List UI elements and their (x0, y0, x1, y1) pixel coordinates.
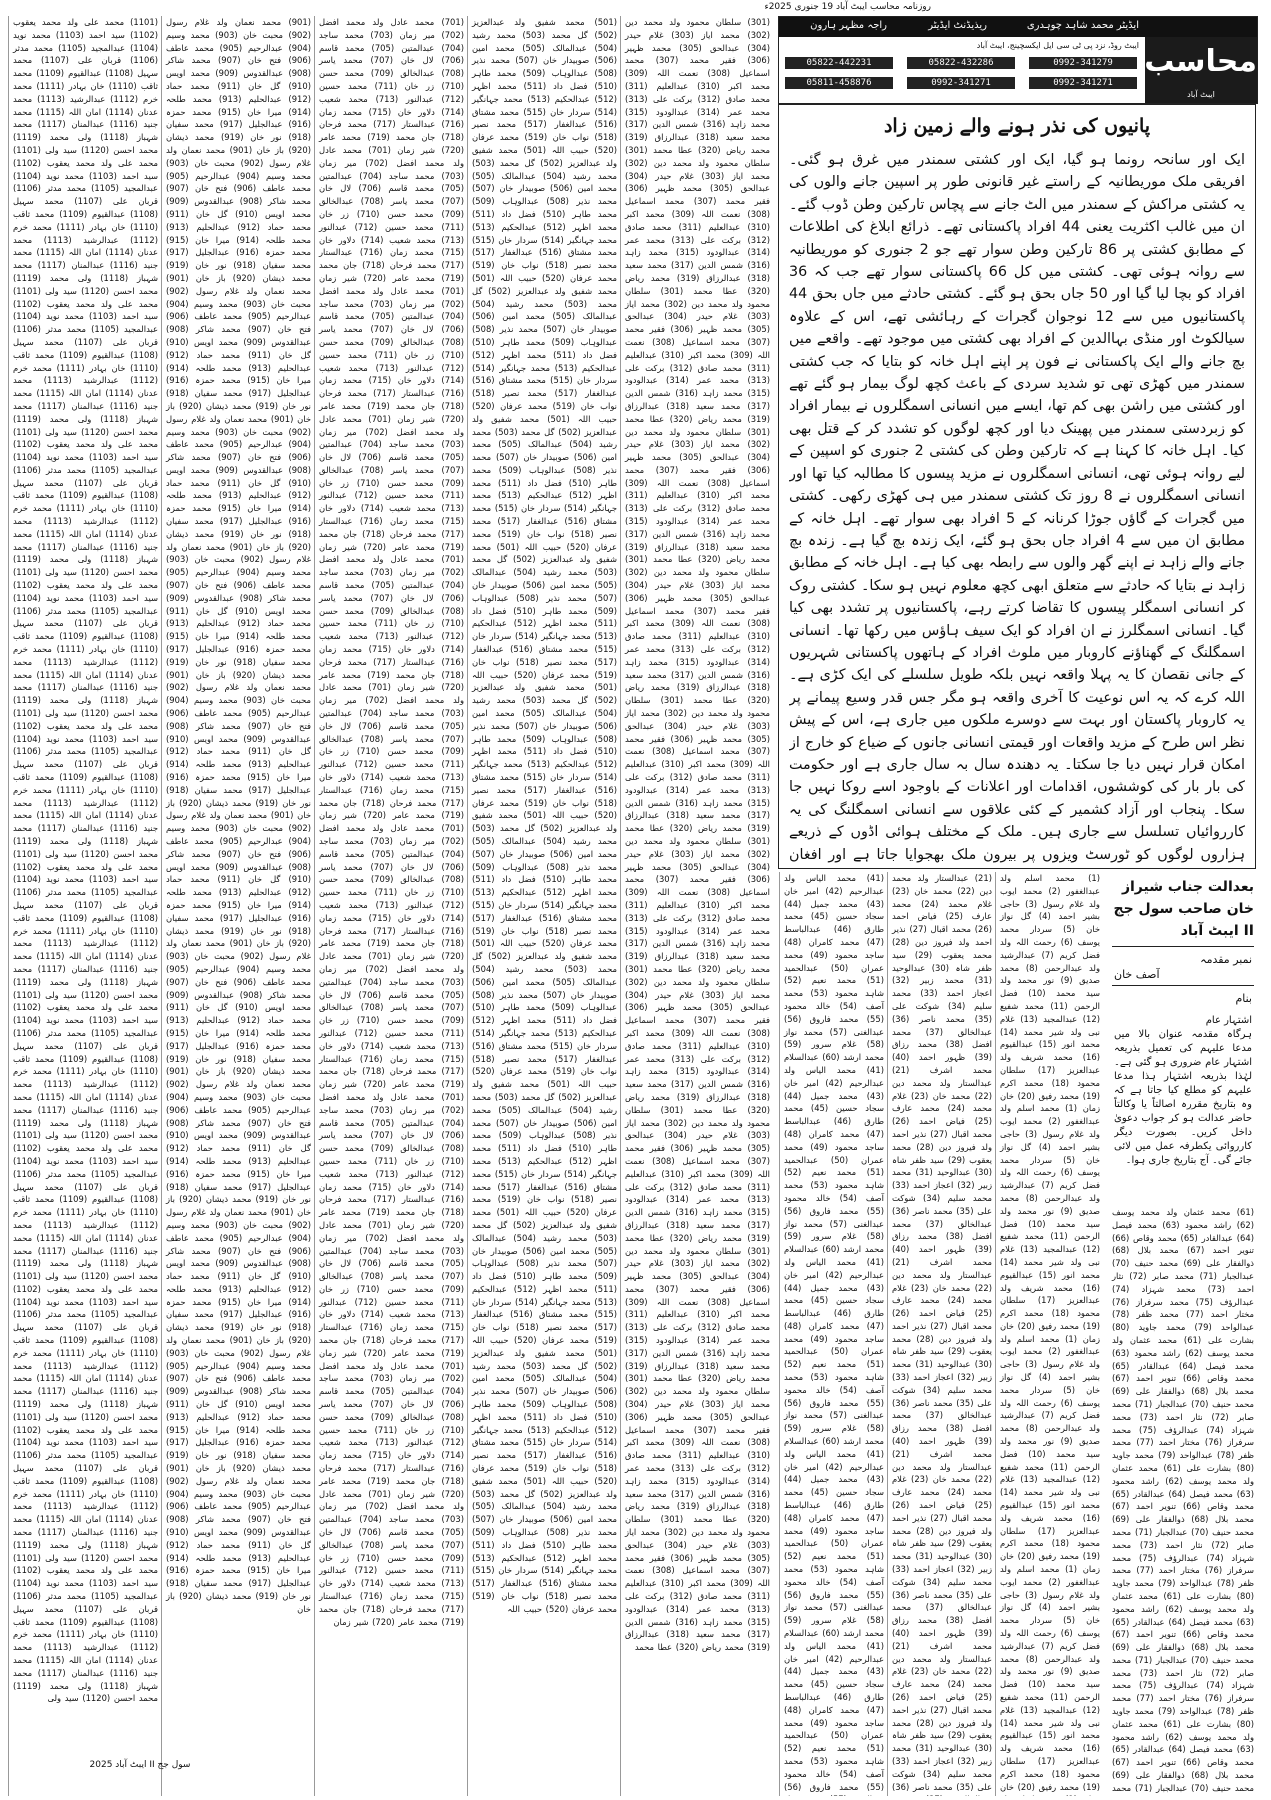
editorial-body: ایک اور سانحہ رونما ہو گیا، ایک اور کشتی سمندر میں غرق ہو گئی۔ افریقی ملک موریطانیہ کے راستے غیر قانونی طور پر اسپین جانے والوں کی یہ کشتی مراکش کے سمندر میں الٹ جانے سے پچاس تارکین وطن ڈوب گئے۔ ان میں غالب اکثریت یعنی 44 افراد پاکستانی تھے۔ ذرائع ابلاغ کی اطلاعات کے مطابق کشتی پر 86 تارکین وطن سوار تھے جو 2 جنوری کو موریطانیہ سے روانہ ہوئی تھی۔ کشتی میں کل 66 پاکستانی سوار تھے جب کہ 36 افراد کو بچا لیا گیا اور 50 جاں بحق ہو گئے۔ کشتی حادثے میں جاں بحق 44 پاکستانیوں میں سے 12 نوجوان گجرات کے رہائشی تھے، اس کے علاوہ سیالکوٹ اور منڈی بہاالدین کے افراد بھی کشتی میں موجود تھے۔ واقعے میں بچ جانے والے ایک پاکستانی نے فون پر اپنے اہل خانہ کو بتایا کہ جب کشتی سمندر میں کھڑی تھی تو شدید سردی کے باعث کچھ لوگ بیمار ہو گئے تھے اور کشتی میں راشن بھی کم تھا، ایسے میں انسانی اسمگلروں نے بیمار افراد کو زبردستی سمندر میں پھینک دیا اور کچھ لوگوں کو تشدد کر کے قتل بھی کیا۔ اہل خانہ کا کہنا ہے کہ تارکین وطن کی کشتی 2 جنوری کو اسپین کے لیے روانہ ہوئی تھی، انسانی اسمگلروں نے مزید پیسوں کا مطالبہ کیا تھا اور انسانی اسمگلروں نے 8 روز تک کشتی سمندر میں ہی کھڑی رکھی۔ کشتی میں گجرات کے گاؤں جوڑا کرنانہ کے 5 افراد بھی سوار تھے۔ اہل خانہ کے مطابق ان میں سے 4 افراد جاں بحق ہو گئے، ایک زندہ بچ گیا ہے۔ زندہ بچ جانے والے زاہد نے اپنے گھر والوں سے رابطہ بھی کیا ہے۔ اہل خانہ کے مطابق زاہد نے بتایا کہ حادثے سے متعلق ابھی کچھ معلوم نہیں ہو سکا۔ کشتی روک کر انسانی اسمگلر پیسوں کا تقاضا کرتے رہے، پاکستانیوں پر تشدد بھی کیا گیا۔ انسانی اسمگلرز نے ان افراد کو ایک سیف ہاؤس میں رکھا تھا۔ انسانی اسمگلنگ کے گھناؤنے کاروبار میں ملوث افراد کے ہاتھوں پاکستانی شہریوں کے جانی نقصان کا یہ پہلا واقعہ نہیں بلکہ طویل سلسلے کی ایک کڑی ہے۔ اللہ کرے کہ یہ اس نوعیت کا آخری واقعہ ہو مگر جس قدر وسیع پیمانے پر یہ کاروبار پاکستان اور بہت سے دوسرے ملکوں میں جاری ہے، اس کے پیش نظر اس طرح کے مزید واقعات اور قیمتی انسانی جانوں کے ضیاع کو خارج از امکان قرار نہیں دیا جا سکتا۔ یہ دھندہ سال بہ سال جاری ہے اور حکومت کی بار بار کی کوششوں، اقدامات اور اعلانات کے باوجود اسے روکا نہیں جا سکا۔ پنجاب اور آزاد کشمیر کے کئی علاقوں سے انسانی اسمگلنگ کی یہ کارروائیاں تسلسل سے جاری ہیں۔ ملک کے مختلف ہوائی اڈوں کے ذریعے ہزاروں لوگوں کو ٹورسٹ ویزوں پر بیرون ملک بھجوایا جاتا ہے اور افغان (789, 152, 1245, 863)
masthead (778, 16, 1258, 104)
court-notice (1108, 872, 1258, 1202)
logo-text: محاسب (1144, 44, 1257, 79)
listing-column: (21) عبدالستار ولد محمد دین (22) محمد خان (23) غلام محمد (24) محمد عارف (25) فیاض احمد (26) محمد اقبال (27) نذیر احمد ولد فیروز دین (28) محمد یعقوب (29) سید ظفر شاہ (30) عبدالوحید (31) محمد زبیر (32) اعجاز احمد (33) محمد سلیم (34) شوکت علی (35) محمد ناصر (36) عبدالخالق (37) محمد افضل (38) محمد رزاق (39) ظہور احمد (40) محمد اشرف (21) عبدالستار ولد محمد دین (22) محمد خان (23) غلام محمد (24) محمد عارف (25) فیاض احمد (26) محمد اقبال (27) نذیر احمد ولد فیروز دین (28) محمد یعقوب (29) سید ظفر شاہ (30) عبدالوحید (31) محمد زبیر (32) اعجاز احمد (33) محمد سلیم (34) شوکت علی (35) محمد ناصر (36) عبدالخالق (37) محمد افضل (38) محمد رزاق (39) ظہور احمد (40) محمد اشرف (21) عبدالستار ولد محمد دین (22) محمد خان (23) غلام محمد (24) محمد عارف (25) فیاض احمد (26) محمد اقبال (27) نذیر احمد ولد فیروز دین (28) محمد یعقوب (29) سید ظفر شاہ (30) عبدالوحید (31) محمد زبیر (32) اعجاز احمد (33) محمد سلیم (34) شوکت علی (35) محمد ناصر (36) عبدالخالق (37) محمد افضل (38) محمد رزاق (39) ظہور احمد (40) محمد اشرف (21) عبدالستار ولد محمد دین (22) محمد خان (23) غلام محمد (24) محمد عارف (25) فیاض احمد (26) محمد اقبال (27) نذیر احمد ولد فیروز دین (28) محمد یعقوب (29) سید ظفر شاہ (30) عبدالوحید (31) محمد زبیر (32) اعجاز احمد (33) محمد سلیم (34) شوکت علی (35) محمد ناصر (36) عبدالخالق (37) محمد افضل (38) محمد رزاق (39) ظہور احمد (40) محمد اشرف (21) عبدالستار ولد محمد دین (22) محمد خان (23) غلام محمد (24) محمد عارف (25) فیاض احمد (26) محمد اقبال (27) نذیر احمد ولد فیروز دین (28) محمد یعقوب (29) سید ظفر شاہ (30) عبدالوحید (31) محمد زبیر (32) اعجاز احمد (33) محمد سلیم (34) شوکت علی (35) محمد ناصر (36) (887, 872, 996, 1796)
phone-number: 0992-341279 (1029, 57, 1137, 69)
newspaper-logo (1145, 37, 1257, 103)
listing-column: (61) محمد عثمان ولد محمد یوسف (62) راشد محمود (63) محمد فیصل (64) عبدالقادر (65) محمد وقاص (66) تنویر احمد (67) محمد بلال (68) ذوالفقار علی (69) محمد حنیف (70) عبدالجبار (71) محمد صابر (72) نثار احمد (73) محمد شہزاد (74) عبدالرؤف (75) محمد سرفراز (76) مختار احمد (77) محمد ظفر (78) عبدالواحد (79) محمد جاوید (80) بشارت علی (61) محمد عثمان ولد محمد یوسف (62) راشد محمود (63) محمد فیصل (64) عبدالقادر (65) محمد وقاص (66) تنویر احمد (67) محمد بلال (68) ذوالفقار علی (69) محمد حنیف (70) عبدالجبار (71) محمد صابر (72) نثار احمد (73) محمد شہزاد (74) عبدالرؤف (75) محمد سرفراز (76) مختار احمد (77) محمد ظفر (78) عبدالواحد (79) محمد جاوید (80) بشارت علی (61) محمد عثمان ولد محمد یوسف (62) راشد محمود (63) محمد فیصل (64) عبدالقادر (65) محمد وقاص (66) تنویر احمد (67) محمد بلال (68) ذوالفقار علی (69) محمد حنیف (70) عبدالجبار (71) محمد صابر (72) نثار احمد (73) محمد شہزاد (74) عبدالرؤف (75) محمد سرفراز (76) مختار احمد (77) محمد ظفر (78) عبدالواحد (79) محمد جاوید (80) بشارت علی (61) محمد عثمان ولد محمد یوسف (62) راشد محمود (63) محمد فیصل (64) عبدالقادر (65) محمد وقاص (66) تنویر احمد (67) محمد بلال (68) ذوالفقار علی (69) محمد حنیف (70) عبدالجبار (71) محمد صابر (72) نثار احمد (73) محمد شہزاد (74) عبدالرؤف (75) محمد سرفراز (76) مختار احمد (77) محمد ظفر (78) عبدالواحد (79) محمد جاوید (80) بشارت علی (61) محمد عثمان ولد محمد یوسف (62) راشد محمود (63) محمد فیصل (64) عبدالقادر (65) محمد وقاص (66) تنویر احمد (67) محمد بلال (68) ذوالفقار علی (69) محمد حنیف (70) عبدالجبار (71) محمد (1108, 1206, 1258, 1796)
divider (1112, 985, 1254, 986)
listing-column: (1) محمد اسلم ولد عبدالغفور (2) محمد ایوب ولد غلام رسول (3) حاجی بشیر احمد (4) گل نواز خان (5) سردار محمد یوسف (6) رحمت اللہ ولد فضل کریم (7) عبدالرشید ولد عبدالرحمن (8) محمد صدیق (9) نور محمد ولد سید محمد (10) فضل الرحمن (11) محمد شفیع (12) عبدالمجید (13) غلام نبی ولد شیر محمد (14) محمد انور (15) عبدالقیوم (16) محمد شریف ولد عبدالعزیز (17) سلطان محمود (18) محمد اکرم (19) محمد رفیق (20) خان زمان (1) محمد اسلم ولد عبدالغفور (2) محمد ایوب ولد غلام رسول (3) حاجی بشیر احمد (4) گل نواز خان (5) سردار محمد یوسف (6) رحمت اللہ ولد فضل کریم (7) عبدالرشید ولد عبدالرحمن (8) محمد صدیق (9) نور محمد ولد سید محمد (10) فضل الرحمن (11) محمد شفیع (12) عبدالمجید (13) غلام نبی ولد شیر محمد (14) محمد انور (15) عبدالقیوم (16) محمد شریف ولد عبدالعزیز (17) سلطان محمود (18) محمد اکرم (19) محمد رفیق (20) خان زمان (1) محمد اسلم ولد عبدالغفور (2) محمد ایوب ولد غلام رسول (3) حاجی بشیر احمد (4) گل نواز خان (5) سردار محمد یوسف (6) رحمت اللہ ولد فضل کریم (7) عبدالرشید ولد عبدالرحمن (8) محمد صدیق (9) نور محمد ولد سید محمد (10) فضل الرحمن (11) محمد شفیع (12) عبدالمجید (13) غلام نبی ولد شیر محمد (14) محمد انور (15) عبدالقیوم (16) محمد شریف ولد عبدالعزیز (17) سلطان محمود (18) محمد اکرم (19) محمد رفیق (20) خان زمان (1) محمد اسلم ولد عبدالغفور (2) محمد ایوب ولد غلام رسول (3) حاجی بشیر احمد (4) گل نواز خان (5) سردار محمد یوسف (6) رحمت اللہ ولد فضل کریم (7) عبدالرشید ولد عبدالرحمن (8) محمد صدیق (9) نور محمد ولد سید محمد (10) فضل الرحمن (11) محمد شفیع (12) عبدالمجید (13) غلام نبی ولد شیر محمد (14) محمد انور (15) عبدالقیوم (16) محمد شریف ولد عبدالعزیز (17) سلطان محمود (18) محمد اکرم (19) محمد رفیق (20) خان (995, 872, 1104, 1796)
editor-name: ایڈیٹر محمد شاہد چوہدری (1026, 20, 1139, 31)
listing-column: (41) محمد الیاس ولد عبدالرحیم (42) امیر خان (43) محمد جمیل (44) سجاد حسین (45) محمد طارق (46) عبدالباسط (47) محمد کامران (48) ساجد محمود (49) محمد عمران (50) عبدالحمید (51) محمد نعیم (52) شاہد محمود (53) محمد آصف (54) خالد محمود (55) محمد فاروق (56) عبدالغنی (57) محمد نواز (58) غلام سرور (59) محمد ارشد (60) عبدالسلام (41) محمد الیاس ولد عبدالرحیم (42) امیر خان (43) محمد جمیل (44) سجاد حسین (45) محمد طارق (46) عبدالباسط (47) محمد کامران (48) ساجد محمود (49) محمد عمران (50) عبدالحمید (51) محمد نعیم (52) شاہد محمود (53) محمد آصف (54) خالد محمود (55) محمد فاروق (56) عبدالغنی (57) محمد نواز (58) غلام سرور (59) محمد ارشد (60) عبدالسلام (41) محمد الیاس ولد عبدالرحیم (42) امیر خان (43) محمد جمیل (44) سجاد حسین (45) محمد طارق (46) عبدالباسط (47) محمد کامران (48) ساجد محمود (49) محمد عمران (50) عبدالحمید (51) محمد نعیم (52) شاہد محمود (53) محمد آصف (54) خالد محمود (55) محمد فاروق (56) عبدالغنی (57) محمد نواز (58) غلام سرور (59) محمد ارشد (60) عبدالسلام (41) محمد الیاس ولد عبدالرحیم (42) امیر خان (43) محمد جمیل (44) سجاد حسین (45) محمد طارق (46) عبدالباسط (47) محمد کامران (48) ساجد محمود (49) محمد عمران (50) عبدالحمید (51) محمد نعیم (52) شاہد محمود (53) محمد آصف (54) خالد محمود (55) محمد فاروق (56) عبدالغنی (57) محمد نواز (58) غلام سرور (59) محمد ارشد (60) عبدالسلام (41) محمد الیاس ولد عبدالرحیم (42) امیر خان (43) محمد جمیل (44) سجاد حسین (45) محمد طارق (46) عبدالباسط (47) محمد کامران (48) ساجد محمود (49) محمد عمران (50) عبدالحمید (51) محمد نعیم (52) شاہد محمود (53) محمد آصف (54) خالد محمود (55) محمد فاروق (56) (779, 872, 888, 1796)
phone-number: 05822-442231 (785, 57, 893, 69)
phone-number: 05811-458876 (785, 77, 893, 89)
phone-number: 0992-341271 (907, 77, 1015, 89)
plaintiff-name: آصف خان (1114, 968, 1160, 981)
versus-label: بنام (1235, 992, 1252, 1005)
masthead-contacts (785, 43, 1139, 99)
signature: سول جج II ایبٹ آباد 2025 (89, 1760, 191, 1770)
listing-column: (901) محمد نعمان ولد غلام رسول (902) محبت خان (903) محمد وسیم (904) عبدالرحیم (905) محمد عاطف (906) فتح خان (907) محمد شاکر (908) عبدالقدوس (909) محمد اویس (910) گل خان (911) محمد حماد (912) عبدالحلیم (913) محمد طلحہ (914) میرا خان (915) محمد حمزہ (916) عبدالجلیل (917) محمد سفیان (918) نور خان (919) محمد ذیشان (920) باز خان (901) محمد نعمان ولد غلام رسول (902) محبت خان (903) محمد وسیم (904) عبدالرحیم (905) محمد عاطف (906) فتح خان (907) محمد شاکر (908) عبدالقدوس (909) محمد اویس (910) گل خان (911) محمد حماد (912) عبدالحلیم (913) محمد طلحہ (914) میرا خان (915) محمد حمزہ (916) عبدالجلیل (917) محمد سفیان (918) نور خان (919) محمد ذیشان (920) باز خان (901) محمد نعمان ولد غلام رسول (902) محبت خان (903) محمد وسیم (904) عبدالرحیم (905) محمد عاطف (906) فتح خان (907) محمد شاکر (908) عبدالقدوس (909) محمد اویس (910) گل خان (911) محمد حماد (912) عبدالحلیم (913) محمد طلحہ (914) میرا خان (915) محمد حمزہ (916) عبدالجلیل (917) محمد سفیان (918) نور خان (919) محمد ذیشان (920) باز خان (901) محمد نعمان ولد غلام رسول (902) محبت خان (903) محمد وسیم (904) عبدالرحیم (905) محمد عاطف (906) فتح خان (907) محمد شاکر (908) عبدالقدوس (909) محمد اویس (910) گل خان (911) محمد حماد (912) عبدالحلیم (913) محمد طلحہ (914) میرا خان (915) محمد حمزہ (916) عبدالجلیل (917) محمد سفیان (918) نور خان (919) محمد ذیشان (920) باز خان (901) محمد نعمان ولد غلام رسول (902) محبت خان (903) محمد وسیم (904) عبدالرحیم (905) محمد عاطف (906) فتح خان (907) محمد شاکر (908) عبدالقدوس (909) محمد اویس (910) گل خان (911) محمد حماد (912) عبدالحلیم (913) محمد طلحہ (914) میرا خان (915) محمد حمزہ (916) عبدالجلیل (917) محمد سفیان (918) نور خان (919) محمد ذیشان (920) باز خان (901) محمد نعمان ولد غلام رسول (902) محبت خان (903) محمد وسیم (904) عبدالرحیم (905) محمد عاطف (906) فتح خان (907) محمد شاکر (908) عبدالقدوس (909) محمد اویس (910) گل خان (911) محمد حماد (912) عبدالحلیم (913) محمد طلحہ (914) میرا خان (915) محمد حمزہ (916) عبدالجلیل (917) محمد سفیان (918) نور خان (919) محمد ذیشان (920) باز خان (901) محمد نعمان ولد غلام رسول (902) محبت خان (903) محمد وسیم (904) عبدالرحیم (905) محمد عاطف (906) فتح خان (907) محمد شاکر (908) عبدالقدوس (909) محمد اویس (910) گل خان (911) محمد حماد (912) عبدالحلیم (913) محمد طلحہ (914) میرا خان (915) محمد حمزہ (916) عبدالجلیل (917) محمد سفیان (918) نور خان (919) محمد ذیشان (920) باز خان (901) محمد نعمان ولد غلام رسول (902) محبت خان (903) محمد وسیم (904) عبدالرحیم (905) محمد عاطف (906) فتح خان (907) محمد شاکر (908) عبدالقدوس (909) محمد اویس (910) گل خان (911) محمد حماد (912) عبدالحلیم (913) محمد طلحہ (914) میرا خان (915) محمد حمزہ (916) عبدالجلیل (917) محمد سفیان (918) نور خان (919) محمد ذیشان (920) باز خان (901) محمد نعمان ولد غلام رسول (902) محبت خان (903) محمد وسیم (904) عبدالرحیم (905) محمد عاطف (906) فتح خان (907) محمد شاکر (908) عبدالقدوس (909) محمد اویس (910) گل خان (911) محمد حماد (912) عبدالحلیم (913) محمد طلحہ (914) میرا خان (915) محمد حمزہ (916) عبدالجلیل (917) محمد سفیان (918) نور خان (919) محمد ذیشان (920) باز خان (901) محمد نعمان ولد غلام رسول (902) محبت خان (903) محمد وسیم (904) عبدالرحیم (905) محمد عاطف (906) فتح خان (907) محمد شاکر (908) عبدالقدوس (909) محمد اویس (910) گل خان (911) محمد حماد (912) عبدالحلیم (913) محمد طلحہ (914) میرا خان (915) محمد حمزہ (916) عبدالجلیل (917) محمد سفیان (918) نور خان (919) محمد ذیشان (920) باز خان (901) محمد نعمان ولد غلام رسول (902) محبت خان (903) محمد وسیم (904) عبدالرحیم (905) محمد عاطف (906) فتح خان (907) محمد شاکر (908) عبدالقدوس (909) محمد اویس (910) گل خان (911) محمد حماد (912) عبدالحلیم (913) محمد طلحہ (914) میرا خان (915) محمد حمزہ (916) عبدالجلیل (917) محمد سفیان (918) نور خان (919) محمد ذیشان (920) باز خان (901) محمد نعمان ولد غلام رسول (902) محبت خان (903) محمد وسیم (904) عبدالرحیم (905) محمد عاطف (906) فتح خان (907) محمد شاکر (908) عبدالقدوس (909) محمد اویس (910) گل خان (911) محمد حماد (912) عبدالحلیم (913) محمد طلحہ (914) میرا خان (915) محمد حمزہ (916) عبدالجلیل (917) محمد سفیان (918) نور خان (919) محمد ذیشان (920) باز خان (161, 16, 315, 1796)
phone-number: 0992-341271 (1029, 77, 1137, 89)
resident-editor-label: ریذیڈنٹ ایڈیٹر (928, 20, 987, 31)
notice-body: ہرگاہ مقدمہ عنوان بالا میں مدعا علیہم کی تعمیل بذریعہ اشتہار عام ضروری ہو گئی ہے۔ لہٰذا بذریعہ اشتہار ہذا مدعا علیہم کو مطلع کیا جاتا ہے کہ وہ بتاریخ مقررہ اصالتاً یا وکالتاً حاضر عدالت ہو کر جواب دعویٰ داخل کریں۔ بصورت دیگر کارروائی یکطرفہ عمل میں لائی جائے گی۔ آج بتاریخ جاری ہوا۔ (1114, 1029, 1252, 1166)
respondent-list-under-notice (1108, 1206, 1258, 1796)
logo-subtitle: ایبٹ آباد (1187, 90, 1215, 99)
resident-editor-name: راجہ مظہر ہارون (810, 20, 887, 31)
case-number-label: نمبر مقدمہ (1200, 953, 1252, 966)
dateline: روزنامہ محاسب ایبٹ آباد 19 جنوری 2025ء (764, 2, 931, 12)
listing-column: (701) محمد عادل ولد محمد افضل (702) میر زمان (703) محمد ساجد (704) عبدالمتین (705) محمد قاسم (706) لال خان (707) محمد یاسر (708) عبدالخالق (709) محمد حسن (710) زر خان (711) محمد حسین (712) عبدالنور (713) محمد شعیب (714) دلاور خان (715) محمد زمان (716) عبدالستار (717) محمد فرحان (718) جان محمد (719) محمد عامر (720) شیر زمان (701) محمد عادل ولد محمد افضل (702) میر زمان (703) محمد ساجد (704) عبدالمتین (705) محمد قاسم (706) لال خان (707) محمد یاسر (708) عبدالخالق (709) محمد حسن (710) زر خان (711) محمد حسین (712) عبدالنور (713) محمد شعیب (714) دلاور خان (715) محمد زمان (716) عبدالستار (717) محمد فرحان (718) جان محمد (719) محمد عامر (720) شیر زمان (701) محمد عادل ولد محمد افضل (702) میر زمان (703) محمد ساجد (704) عبدالمتین (705) محمد قاسم (706) لال خان (707) محمد یاسر (708) عبدالخالق (709) محمد حسن (710) زر خان (711) محمد حسین (712) عبدالنور (713) محمد شعیب (714) دلاور خان (715) محمد زمان (716) عبدالستار (717) محمد فرحان (718) جان محمد (719) محمد عامر (720) شیر زمان (701) محمد عادل ولد محمد افضل (702) میر زمان (703) محمد ساجد (704) عبدالمتین (705) محمد قاسم (706) لال خان (707) محمد یاسر (708) عبدالخالق (709) محمد حسن (710) زر خان (711) محمد حسین (712) عبدالنور (713) محمد شعیب (714) دلاور خان (715) محمد زمان (716) عبدالستار (717) محمد فرحان (718) جان محمد (719) محمد عامر (720) شیر زمان (701) محمد عادل ولد محمد افضل (702) میر زمان (703) محمد ساجد (704) عبدالمتین (705) محمد قاسم (706) لال خان (707) محمد یاسر (708) عبدالخالق (709) محمد حسن (710) زر خان (711) محمد حسین (712) عبدالنور (713) محمد شعیب (714) دلاور خان (715) محمد زمان (716) عبدالستار (717) محمد فرحان (718) جان محمد (719) محمد عامر (720) شیر زمان (701) محمد عادل ولد محمد افضل (702) میر زمان (703) محمد ساجد (704) عبدالمتین (705) محمد قاسم (706) لال خان (707) محمد یاسر (708) عبدالخالق (709) محمد حسن (710) زر خان (711) محمد حسین (712) عبدالنور (713) محمد شعیب (714) دلاور خان (715) محمد زمان (716) عبدالستار (717) محمد فرحان (718) جان محمد (719) محمد عامر (720) شیر زمان (701) محمد عادل ولد محمد افضل (702) میر زمان (703) محمد ساجد (704) عبدالمتین (705) محمد قاسم (706) لال خان (707) محمد یاسر (708) عبدالخالق (709) محمد حسن (710) زر خان (711) محمد حسین (712) عبدالنور (713) محمد شعیب (714) دلاور خان (715) محمد زمان (716) عبدالستار (717) محمد فرحان (718) جان محمد (719) محمد عامر (720) شیر زمان (701) محمد عادل ولد محمد افضل (702) میر زمان (703) محمد ساجد (704) عبدالمتین (705) محمد قاسم (706) لال خان (707) محمد یاسر (708) عبدالخالق (709) محمد حسن (710) زر خان (711) محمد حسین (712) عبدالنور (713) محمد شعیب (714) دلاور خان (715) محمد زمان (716) عبدالستار (717) محمد فرحان (718) جان محمد (719) محمد عامر (720) شیر زمان (701) محمد عادل ولد محمد افضل (702) میر زمان (703) محمد ساجد (704) عبدالمتین (705) محمد قاسم (706) لال خان (707) محمد یاسر (708) عبدالخالق (709) محمد حسن (710) زر خان (711) محمد حسین (712) عبدالنور (713) محمد شعیب (714) دلاور خان (715) محمد زمان (716) عبدالستار (717) محمد فرحان (718) جان محمد (719) محمد عامر (720) شیر زمان (701) محمد عادل ولد محمد افضل (702) میر زمان (703) محمد ساجد (704) عبدالمتین (705) محمد قاسم (706) لال خان (707) محمد یاسر (708) عبدالخالق (709) محمد حسن (710) زر خان (711) محمد حسین (712) عبدالنور (713) محمد شعیب (714) دلاور خان (715) محمد زمان (716) عبدالستار (717) محمد فرحان (718) جان محمد (719) محمد عامر (720) شیر زمان (701) محمد عادل ولد محمد افضل (702) میر زمان (703) محمد ساجد (704) عبدالمتین (705) محمد قاسم (706) لال خان (707) محمد یاسر (708) عبدالخالق (709) محمد حسن (710) زر خان (711) محمد حسین (712) عبدالنور (713) محمد شعیب (714) دلاور خان (715) محمد زمان (716) عبدالستار (717) محمد فرحان (718) جان محمد (719) محمد عامر (720) شیر زمان (701) محمد عادل ولد محمد افضل (702) میر زمان (703) محمد ساجد (704) عبدالمتین (705) محمد قاسم (706) لال خان (707) محمد یاسر (708) عبدالخالق (709) محمد حسن (710) زر خان (711) محمد حسین (712) عبدالنور (713) محمد شعیب (714) دلاور خان (715) محمد زمان (716) عبدالستار (717) محمد فرحان (718) جان محمد (719) محمد عامر (720) شیر زمان (314, 16, 468, 1796)
respondent-list-left (6, 16, 774, 1796)
masthead-role-bar (779, 17, 1257, 37)
listing-column: (501) محمد شفیق ولد عبدالعزیز (502) گل محمد (503) محمد رشید (504) عبدالمالک (505) محمد امین (506) صوبیدار خان (507) محمد نذیر (508) عبدالوہاب (509) محمد طاہر (510) فضل داد (511) محمد اظہر (512) عبدالحکیم (513) محمد جہانگیر (514) سردار خان (515) محمد مشتاق (516) عبدالغفار (517) محمد نصیر (518) نواب خان (519) محمد عرفان (520) حبیب اللہ (501) محمد شفیق ولد عبدالعزیز (502) گل محمد (503) محمد رشید (504) عبدالمالک (505) محمد امین (506) صوبیدار خان (507) محمد نذیر (508) عبدالوہاب (509) محمد طاہر (510) فضل داد (511) محمد اظہر (512) عبدالحکیم (513) محمد جہانگیر (514) سردار خان (515) محمد مشتاق (516) عبدالغفار (517) محمد نصیر (518) نواب خان (519) محمد عرفان (520) حبیب اللہ (501) محمد شفیق ولد عبدالعزیز (502) گل محمد (503) محمد رشید (504) عبدالمالک (505) محمد امین (506) صوبیدار خان (507) محمد نذیر (508) عبدالوہاب (509) محمد طاہر (510) فضل داد (511) محمد اظہر (512) عبدالحکیم (513) محمد جہانگیر (514) سردار خان (515) محمد مشتاق (516) عبدالغفار (517) محمد نصیر (518) نواب خان (519) محمد عرفان (520) حبیب اللہ (501) محمد شفیق ولد عبدالعزیز (502) گل محمد (503) محمد رشید (504) عبدالمالک (505) محمد امین (506) صوبیدار خان (507) محمد نذیر (508) عبدالوہاب (509) محمد طاہر (510) فضل داد (511) محمد اظہر (512) عبدالحکیم (513) محمد جہانگیر (514) سردار خان (515) محمد مشتاق (516) عبدالغفار (517) محمد نصیر (518) نواب خان (519) محمد عرفان (520) حبیب اللہ (501) محمد شفیق ولد عبدالعزیز (502) گل محمد (503) محمد رشید (504) عبدالمالک (505) محمد امین (506) صوبیدار خان (507) محمد نذیر (508) عبدالوہاب (509) محمد طاہر (510) فضل داد (511) محمد اظہر (512) عبدالحکیم (513) محمد جہانگیر (514) سردار خان (515) محمد مشتاق (516) عبدالغفار (517) محمد نصیر (518) نواب خان (519) محمد عرفان (520) حبیب اللہ (501) محمد شفیق ولد عبدالعزیز (502) گل محمد (503) محمد رشید (504) عبدالمالک (505) محمد امین (506) صوبیدار خان (507) محمد نذیر (508) عبدالوہاب (509) محمد طاہر (510) فضل داد (511) محمد اظہر (512) عبدالحکیم (513) محمد جہانگیر (514) سردار خان (515) محمد مشتاق (516) عبدالغفار (517) محمد نصیر (518) نواب خان (519) محمد عرفان (520) حبیب اللہ (501) محمد شفیق ولد عبدالعزیز (502) گل محمد (503) محمد رشید (504) عبدالمالک (505) محمد امین (506) صوبیدار خان (507) محمد نذیر (508) عبدالوہاب (509) محمد طاہر (510) فضل داد (511) محمد اظہر (512) عبدالحکیم (513) محمد جہانگیر (514) سردار خان (515) محمد مشتاق (516) عبدالغفار (517) محمد نصیر (518) نواب خان (519) محمد عرفان (520) حبیب اللہ (501) محمد شفیق ولد عبدالعزیز (502) گل محمد (503) محمد رشید (504) عبدالمالک (505) محمد امین (506) صوبیدار خان (507) محمد نذیر (508) عبدالوہاب (509) محمد طاہر (510) فضل داد (511) محمد اظہر (512) عبدالحکیم (513) محمد جہانگیر (514) سردار خان (515) محمد مشتاق (516) عبدالغفار (517) محمد نصیر (518) نواب خان (519) محمد عرفان (520) حبیب اللہ (501) محمد شفیق ولد عبدالعزیز (502) گل محمد (503) محمد رشید (504) عبدالمالک (505) محمد امین (506) صوبیدار خان (507) محمد نذیر (508) عبدالوہاب (509) محمد طاہر (510) فضل داد (511) محمد اظہر (512) عبدالحکیم (513) محمد جہانگیر (514) سردار خان (515) محمد مشتاق (516) عبدالغفار (517) محمد نصیر (518) نواب خان (519) محمد عرفان (520) حبیب اللہ (501) محمد شفیق ولد عبدالعزیز (502) گل محمد (503) محمد رشید (504) عبدالمالک (505) محمد امین (506) صوبیدار خان (507) محمد نذیر (508) عبدالوہاب (509) محمد طاہر (510) فضل داد (511) محمد اظہر (512) عبدالحکیم (513) محمد جہانگیر (514) سردار خان (515) محمد مشتاق (516) عبدالغفار (517) محمد نصیر (518) نواب خان (519) محمد عرفان (520) حبیب اللہ (501) محمد شفیق ولد عبدالعزیز (502) گل محمد (503) محمد رشید (504) عبدالمالک (505) محمد امین (506) صوبیدار خان (507) محمد نذیر (508) عبدالوہاب (509) محمد طاہر (510) فضل داد (511) محمد اظہر (512) عبدالحکیم (513) محمد جہانگیر (514) سردار خان (515) محمد مشتاق (516) عبدالغفار (517) محمد نصیر (518) نواب خان (519) محمد عرفان (520) حبیب اللہ (501) محمد شفیق ولد عبدالعزیز (502) گل محمد (503) محمد رشید (504) عبدالمالک (505) محمد امین (506) صوبیدار خان (507) محمد نذیر (508) عبدالوہاب (509) محمد طاہر (510) فضل داد (511) محمد اظہر (512) عبدالحکیم (513) محمد جہانگیر (514) سردار خان (515) محمد مشتاق (516) عبدالغفار (517) محمد نصیر (518) نواب خان (519) محمد عرفان (520) حبیب اللہ (467, 16, 621, 1796)
respondent-list-right (778, 872, 1104, 1796)
notice-heading: اشتہار عام (1205, 1015, 1252, 1026)
court-title: بعدالت جناب شیراز خان صاحب سول جج II ایبٹ آباد (1113, 879, 1254, 939)
editorial-title: پانیوں کی نذر ہونے والے زمین زاد (883, 115, 1151, 137)
listing-column: (301) سلطان محمود ولد محمد دین (302) محمد ایاز (303) غلام حیدر (304) عبدالحق (305) محمد ظہیر (306) فقیر محمد (307) محمد اسماعیل (308) نعمت اللہ (309) محمد اکبر (310) عبدالعلیم (311) محمد صادق (312) برکت علی (313) محمد عمر (314) عبدالودود (315) محمد زاہد (316) شمس الدین (317) محمد سعید (318) عبدالرزاق (319) محمد ریاض (320) عطا محمد (301) سلطان محمود ولد محمد دین (302) محمد ایاز (303) غلام حیدر (304) عبدالحق (305) محمد ظہیر (306) فقیر محمد (307) محمد اسماعیل (308) نعمت اللہ (309) محمد اکبر (310) عبدالعلیم (311) محمد صادق (312) برکت علی (313) محمد عمر (314) عبدالودود (315) محمد زاہد (316) شمس الدین (317) محمد سعید (318) عبدالرزاق (319) محمد ریاض (320) عطا محمد (301) سلطان محمود ولد محمد دین (302) محمد ایاز (303) غلام حیدر (304) عبدالحق (305) محمد ظہیر (306) فقیر محمد (307) محمد اسماعیل (308) نعمت اللہ (309) محمد اکبر (310) عبدالعلیم (311) محمد صادق (312) برکت علی (313) محمد عمر (314) عبدالودود (315) محمد زاہد (316) شمس الدین (317) محمد سعید (318) عبدالرزاق (319) محمد ریاض (320) عطا محمد (301) سلطان محمود ولد محمد دین (302) محمد ایاز (303) غلام حیدر (304) عبدالحق (305) محمد ظہیر (306) فقیر محمد (307) محمد اسماعیل (308) نعمت اللہ (309) محمد اکبر (310) عبدالعلیم (311) محمد صادق (312) برکت علی (313) محمد عمر (314) عبدالودود (315) محمد زاہد (316) شمس الدین (317) محمد سعید (318) عبدالرزاق (319) محمد ریاض (320) عطا محمد (301) سلطان محمود ولد محمد دین (302) محمد ایاز (303) غلام حیدر (304) عبدالحق (305) محمد ظہیر (306) فقیر محمد (307) محمد اسماعیل (308) نعمت اللہ (309) محمد اکبر (310) عبدالعلیم (311) محمد صادق (312) برکت علی (313) محمد عمر (314) عبدالودود (315) محمد زاہد (316) شمس الدین (317) محمد سعید (318) عبدالرزاق (319) محمد ریاض (320) عطا محمد (301) سلطان محمود ولد محمد دین (302) محمد ایاز (303) غلام حیدر (304) عبدالحق (305) محمد ظہیر (306) فقیر محمد (307) محمد اسماعیل (308) نعمت اللہ (309) محمد اکبر (310) عبدالعلیم (311) محمد صادق (312) برکت علی (313) محمد عمر (314) عبدالودود (315) محمد زاہد (316) شمس الدین (317) محمد سعید (318) عبدالرزاق (319) محمد ریاض (320) عطا محمد (301) سلطان محمود ولد محمد دین (302) محمد ایاز (303) غلام حیدر (304) عبدالحق (305) محمد ظہیر (306) فقیر محمد (307) محمد اسماعیل (308) نعمت اللہ (309) محمد اکبر (310) عبدالعلیم (311) محمد صادق (312) برکت علی (313) محمد عمر (314) عبدالودود (315) محمد زاہد (316) شمس الدین (317) محمد سعید (318) عبدالرزاق (319) محمد ریاض (320) عطا محمد (301) سلطان محمود ولد محمد دین (302) محمد ایاز (303) غلام حیدر (304) عبدالحق (305) محمد ظہیر (306) فقیر محمد (307) محمد اسماعیل (308) نعمت اللہ (309) محمد اکبر (310) عبدالعلیم (311) محمد صادق (312) برکت علی (313) محمد عمر (314) عبدالودود (315) محمد زاہد (316) شمس الدین (317) محمد سعید (318) عبدالرزاق (319) محمد ریاض (320) عطا محمد (301) سلطان محمود ولد محمد دین (302) محمد ایاز (303) غلام حیدر (304) عبدالحق (305) محمد ظہیر (306) فقیر محمد (307) محمد اسماعیل (308) نعمت اللہ (309) محمد اکبر (310) عبدالعلیم (311) محمد صادق (312) برکت علی (313) محمد عمر (314) عبدالودود (315) محمد زاہد (316) شمس الدین (317) محمد سعید (318) عبدالرزاق (319) محمد ریاض (320) عطا محمد (301) سلطان محمود ولد محمد دین (302) محمد ایاز (303) غلام حیدر (304) عبدالحق (305) محمد ظہیر (306) فقیر محمد (307) محمد اسماعیل (308) نعمت اللہ (309) محمد اکبر (310) عبدالعلیم (311) محمد صادق (312) برکت علی (313) محمد عمر (314) عبدالودود (315) محمد زاہد (316) شمس الدین (317) محمد سعید (318) عبدالرزاق (319) محمد ریاض (320) عطا محمد (301) سلطان محمود ولد محمد دین (302) محمد ایاز (303) غلام حیدر (304) عبدالحق (305) محمد ظہیر (306) فقیر محمد (307) محمد اسماعیل (308) نعمت اللہ (309) محمد اکبر (310) عبدالعلیم (311) محمد صادق (312) برکت علی (313) محمد عمر (314) عبدالودود (315) محمد زاہد (316) شمس الدین (317) محمد سعید (318) عبدالرزاق (319) محمد ریاض (320) عطا محمد (301) سلطان محمود ولد محمد دین (302) محمد ایاز (303) غلام حیدر (304) عبدالحق (305) محمد ظہیر (306) فقیر محمد (307) محمد اسماعیل (308) نعمت اللہ (309) محمد اکبر (310) عبدالعلیم (311) محمد صادق (312) برکت علی (313) محمد عمر (314) عبدالودود (315) محمد زاہد (316) شمس الدین (317) محمد سعید (318) عبدالرزاق (319) محمد ریاض (320) عطا محمد (620, 16, 774, 1796)
listing-column: (1101) محمد علی ولد محمد یعقوب (1102) سید احمد (1103) محمد نوید (1104) عبدالمجید (1105) محمد مدثر (1106) قربان علی (1107) محمد سہیل (1108) عبدالقیوم (1109) محمد ثاقب (1110) خان بہادر (1111) محمد خرم (1112) عبدالرشید (1113) محمد عدنان (1114) امان اللہ (1115) محمد جنید (1116) عبدالمنان (1117) محمد شہباز (1118) ولی محمد (1119) محمد احسن (1120) سید ولی (1101) محمد علی ولد محمد یعقوب (1102) سید احمد (1103) محمد نوید (1104) عبدالمجید (1105) محمد مدثر (1106) قربان علی (1107) محمد سہیل (1108) عبدالقیوم (1109) محمد ثاقب (1110) خان بہادر (1111) محمد خرم (1112) عبدالرشید (1113) محمد عدنان (1114) امان اللہ (1115) محمد جنید (1116) عبدالمنان (1117) محمد شہباز (1118) ولی محمد (1119) محمد احسن (1120) سید ولی (1101) محمد علی ولد محمد یعقوب (1102) سید احمد (1103) محمد نوید (1104) عبدالمجید (1105) محمد مدثر (1106) قربان علی (1107) محمد سہیل (1108) عبدالقیوم (1109) محمد ثاقب (1110) خان بہادر (1111) محمد خرم (1112) عبدالرشید (1113) محمد عدنان (1114) امان اللہ (1115) محمد جنید (1116) عبدالمنان (1117) محمد شہباز (1118) ولی محمد (1119) محمد احسن (1120) سید ولی (1101) محمد علی ولد محمد یعقوب (1102) سید احمد (1103) محمد نوید (1104) عبدالمجید (1105) محمد مدثر (1106) قربان علی (1107) محمد سہیل (1108) عبدالقیوم (1109) محمد ثاقب (1110) خان بہادر (1111) محمد خرم (1112) عبدالرشید (1113) محمد عدنان (1114) امان اللہ (1115) محمد جنید (1116) عبدالمنان (1117) محمد شہباز (1118) ولی محمد (1119) محمد احسن (1120) سید ولی (1101) محمد علی ولد محمد یعقوب (1102) سید احمد (1103) محمد نوید (1104) عبدالمجید (1105) محمد مدثر (1106) قربان علی (1107) محمد سہیل (1108) عبدالقیوم (1109) محمد ثاقب (1110) خان بہادر (1111) محمد خرم (1112) عبدالرشید (1113) محمد عدنان (1114) امان اللہ (1115) محمد جنید (1116) عبدالمنان (1117) محمد شہباز (1118) ولی محمد (1119) محمد احسن (1120) سید ولی (1101) محمد علی ولد محمد یعقوب (1102) سید احمد (1103) محمد نوید (1104) عبدالمجید (1105) محمد مدثر (1106) قربان علی (1107) محمد سہیل (1108) عبدالقیوم (1109) محمد ثاقب (1110) خان بہادر (1111) محمد خرم (1112) عبدالرشید (1113) محمد عدنان (1114) امان اللہ (1115) محمد جنید (1116) عبدالمنان (1117) محمد شہباز (1118) ولی محمد (1119) محمد احسن (1120) سید ولی (1101) محمد علی ولد محمد یعقوب (1102) سید احمد (1103) محمد نوید (1104) عبدالمجید (1105) محمد مدثر (1106) قربان علی (1107) محمد سہیل (1108) عبدالقیوم (1109) محمد ثاقب (1110) خان بہادر (1111) محمد خرم (1112) عبدالرشید (1113) محمد عدنان (1114) امان اللہ (1115) محمد جنید (1116) عبدالمنان (1117) محمد شہباز (1118) ولی محمد (1119) محمد احسن (1120) سید ولی (1101) محمد علی ولد محمد یعقوب (1102) سید احمد (1103) محمد نوید (1104) عبدالمجید (1105) محمد مدثر (1106) قربان علی (1107) محمد سہیل (1108) عبدالقیوم (1109) محمد ثاقب (1110) خان بہادر (1111) محمد خرم (1112) عبدالرشید (1113) محمد عدنان (1114) امان اللہ (1115) محمد جنید (1116) عبدالمنان (1117) محمد شہباز (1118) ولی محمد (1119) محمد احسن (1120) سید ولی (1101) محمد علی ولد محمد یعقوب (1102) سید احمد (1103) محمد نوید (1104) عبدالمجید (1105) محمد مدثر (1106) قربان علی (1107) محمد سہیل (1108) عبدالقیوم (1109) محمد ثاقب (1110) خان بہادر (1111) محمد خرم (1112) عبدالرشید (1113) محمد عدنان (1114) امان اللہ (1115) محمد جنید (1116) عبدالمنان (1117) محمد شہباز (1118) ولی محمد (1119) محمد احسن (1120) سید ولی (1101) محمد علی ولد محمد یعقوب (1102) سید احمد (1103) محمد نوید (1104) عبدالمجید (1105) محمد مدثر (1106) قربان علی (1107) محمد سہیل (1108) عبدالقیوم (1109) محمد ثاقب (1110) خان بہادر (1111) محمد خرم (1112) عبدالرشید (1113) محمد عدنان (1114) امان اللہ (1115) محمد جنید (1116) عبدالمنان (1117) محمد شہباز (1118) ولی محمد (1119) محمد احسن (1120) سید ولی (1101) محمد علی ولد محمد یعقوب (1102) سید احمد (1103) محمد نوید (1104) عبدالمجید (1105) محمد مدثر (1106) قربان علی (1107) محمد سہیل (1108) عبدالقیوم (1109) محمد ثاقب (1110) خان بہادر (1111) محمد خرم (1112) عبدالرشید (1113) محمد عدنان (1114) امان اللہ (1115) محمد جنید (1116) عبدالمنان (1117) محمد شہباز (1118) ولی محمد (1119) محمد احسن (1120) سید ولی (1101) محمد علی ولد محمد یعقوب (1102) سید احمد (1103) محمد نوید (1104) عبدالمجید (1105) محمد مدثر (1106) قربان علی (1107) محمد سہیل (1108) عبدالقیوم (1109) محمد ثاقب (1110) خان بہادر (1111) محمد خرم (1112) عبدالرشید (1113) محمد عدنان (1114) امان اللہ (1115) محمد جنید (1116) عبدالمنان (1117) محمد شہباز (1118) ولی محمد (1119) محمد احسن (1120) سید ولی (8, 16, 162, 1796)
masthead-address: ایبٹ روڈ، نزد پی ٹی سی ایل ایکسچینج، ایبٹ آباد (976, 41, 1139, 50)
phone-number: 05822-432286 (907, 57, 1015, 69)
divider (1112, 946, 1254, 947)
editorial-box (778, 104, 1256, 869)
